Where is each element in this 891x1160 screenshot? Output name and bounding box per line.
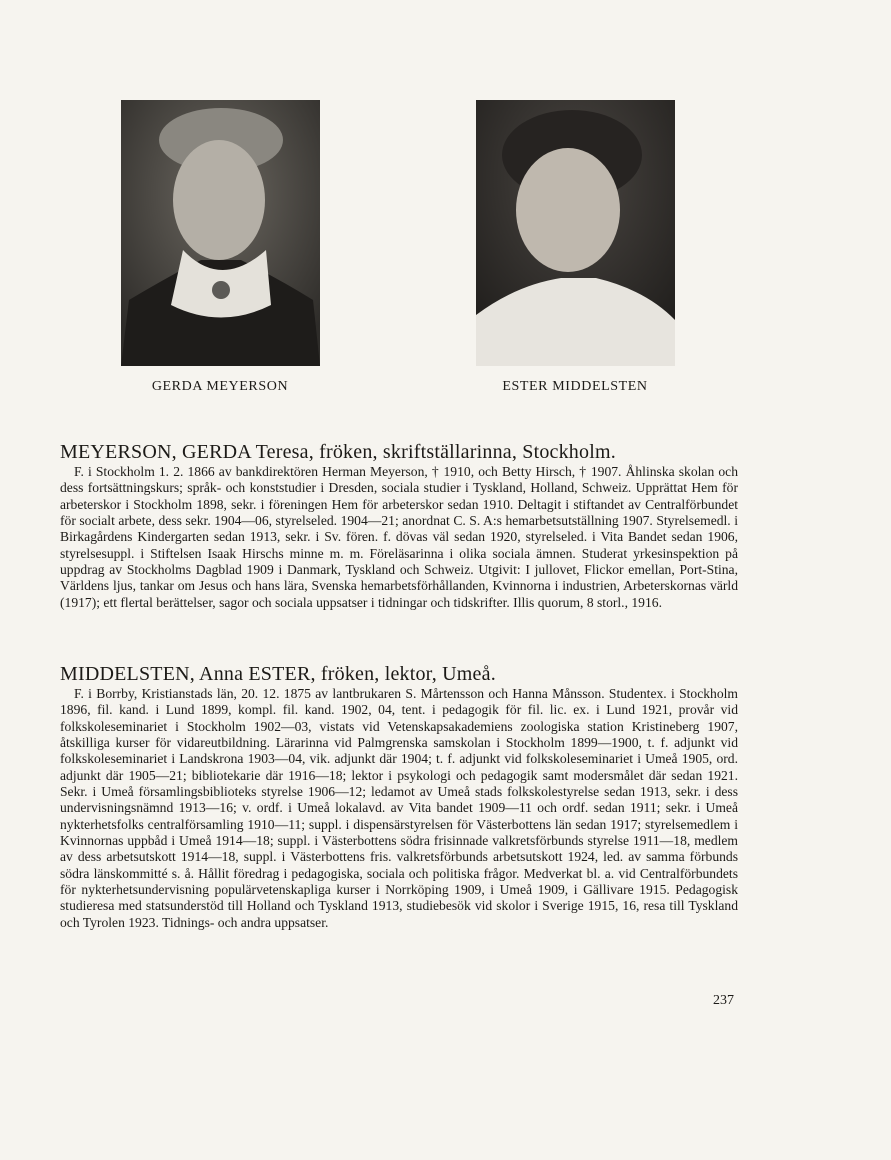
portrait-ester-middelsten bbox=[476, 100, 675, 366]
entry-text: F. i Borrby, Kristianstads län, 20. 12. 1875 av lantbrukaren S. Mårtensson och Hanna Månsson. Studentex. i Stockholm 1896, fil. kand. i Lund 1899, kompl. fil. kand. 1902, 04, tent. i pedagogik för fil. lic. ex. i Lund 1921, provår vid folkskoleseminariet i Stockholm 1902—03, vistats vid Vetenskapsakademiens zoologiska station Kristineberg 1907, åtskilliga kurser för vidareutbildning. Lärarinna vid Palmgrenska samskolan i Stockholm 1899—1900, t. f. adjunkt vid folkskoleseminariet i Landskrona 1903—04, vik. adjunkt där 1904; t. f. adjunkt vid folkskoleseminariet i Umeå 1905, ord. adjunkt där 1905—21; bibliotekarie där 1916—18; lektor i psykologi och pedagogik samt modersmålet där sedan 1921. Sekr. i Umeå församlingsbiblioteks styrelse 1906—12; ledamot av Umeå stads folkskolestyrelse sedan 1913, sekr. i dess undervisningsnämnd 1913—16; v. ordf. i Umeå lokalavd. av Vita bandet 1909—11 och ordf. sedan 1911; sekr. i Umeå nykterhetsfolks centralförsamling 1910—11; suppl. i dispensärstyrelsen för Västerbottens län sedan 1917; styrelsemedlem i Kvinnornas uppbåd i Umeå 1914—18; suppl. i Västerbottens södra frisinnade valkretsförbunds styrelse 1911—18, medlem av dess arbetsutskott 1914—18, suppl. i Västerbottens fris. valkretsförbunds arbetsutskott 1924, led. av samma förbunds södra länskommitté s. å. Hållit föredrag i pedagogiska, sociala och politiska frågor. Medverkat bl. a. vid Centralförbundets för nykterhetsundervisning populärvetenskapliga kurser i Norrköping 1909, i Umeå 1909, i Gällivare 1915. Pedagogisk studieresa med statsunderstöd till Holland och Tyskland 1913, studiebesök vid skolor i Sverige 1915, 16, resa till Tyskland och Tyrolen 1923. Tidnings- och andra uppsatser. bbox=[60, 686, 738, 930]
page-number: 237 bbox=[713, 993, 734, 1008]
entry-text: F. i Stockholm 1. 2. 1866 av bankdirektören Herman Meyerson, † 1910, och Betty Hirsch, † 1907. Åhlinska skolan och dess fortsättningskurs; språk- och konststudier i Dresden, sociala studier i Tyskland, Holland, Schweiz. Upprättat Hem för arbeterskor i Stockholm 1898, sekr. i föreningen Hem för arbeterskor sedan 1910. Deltagit i stiftandet av Centralförbundet för socialt arbete, dess sekr. 1904—06, styrelseled. 1904—21; anordnat C. S. A:s hemarbetsutställning 1907. Styrelsemedl. i Birkagårdens Kindergarten sedan 1913, sekr. i Sv. fören. f. dövas väl sedan 1920, styrelseled. i Vita Bandet sedan 1906, styrelsesuppl. i Stiftelsen Isaak Hirschs minne m. m. Föreläsarinna i olika sociala ämnen. Studerat yrkesinspektion på uppdrag av Stockholms Dagblad 1909 i Danmark, Tyskland och Schweiz. Utgivit: I jullovet, Flickor emellan, Port-Stina, Världens ljus, tankar om Jesus och hans lära, Svenska hemarbetsförhållanden, Kvinnorna i industrien, Arbeterskornas värld (1917); ett flertal berättelser, sagor och sociala uppsatser i tidningar och tidskrifter. Illis quorum, 8 storl., 1916. bbox=[60, 464, 738, 610]
entry-heading: MIDDELSTEN, Anna ESTER, fröken, lektor, Umeå. bbox=[60, 663, 496, 685]
biography-entry bbox=[60, 440, 738, 625]
biography-entry bbox=[60, 662, 738, 945]
portrait-caption: GERDA MEYERSON bbox=[151, 379, 289, 394]
portrait-gerda-meyerson bbox=[121, 100, 320, 366]
entry-heading: MEYERSON, GERDA Teresa, fröken, skriftställarinna, Stockholm. bbox=[60, 441, 616, 463]
portrait-caption: ESTER MIDDELSTEN bbox=[502, 379, 648, 394]
